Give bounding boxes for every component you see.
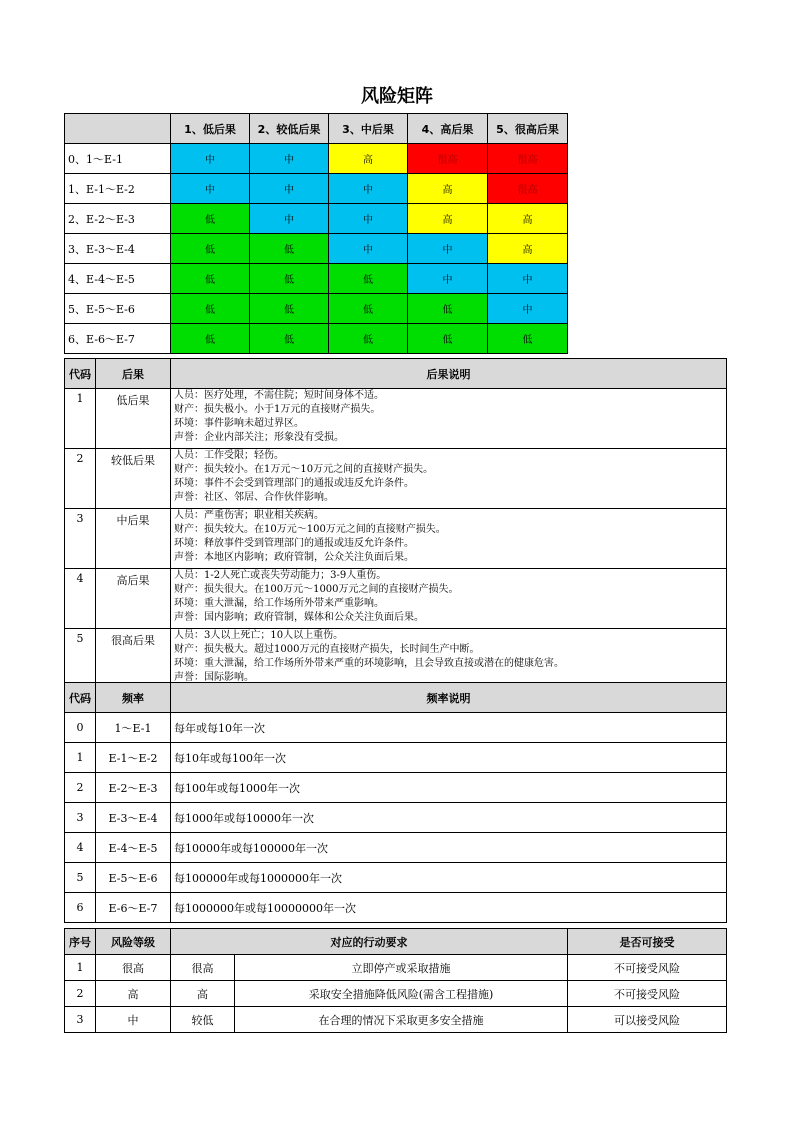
frequency-code: 1 — [65, 743, 96, 773]
frequency-description: 每10000年或每100000年一次 — [171, 833, 727, 863]
matrix-risk-cell: 高 — [408, 204, 488, 234]
matrix-row — [65, 324, 568, 354]
action-risk-level: 很高 — [96, 955, 171, 981]
consequence-description — [171, 629, 727, 689]
frequency-code: 4 — [65, 833, 96, 863]
consequence-row — [65, 509, 727, 569]
matrix-risk-cell: 中 — [250, 174, 329, 204]
consequence-row — [65, 449, 727, 509]
action-requirement: 采取安全措施降低风险(需含工程措施) — [235, 981, 568, 1007]
frequency-description: 每10年或每100年一次 — [171, 743, 727, 773]
action-acceptability: 可以接受风险 — [568, 1007, 727, 1033]
consequence-desc-header: 后果说明 — [171, 359, 727, 389]
matrix-risk-cell: 很高 — [488, 174, 568, 204]
action-row — [65, 981, 727, 1007]
matrix-row — [65, 144, 568, 174]
matrix-risk-cell: 低 — [171, 264, 250, 294]
matrix-row-label: 2、E-2～E-3 — [65, 204, 171, 234]
action-acceptability: 不可接受风险 — [568, 981, 727, 1007]
frequency-code: 5 — [65, 863, 96, 893]
frequency-range: E-4～E-5 — [96, 833, 171, 863]
matrix-corner-cell — [65, 114, 171, 144]
matrix-header-row — [65, 114, 568, 144]
frequency-range: E-3～E-4 — [96, 803, 171, 833]
consequence-description-line: 财产：损失极小。小于1万元的直接财产损失。 — [174, 404, 381, 415]
frequency-freq-header: 频率 — [96, 683, 171, 713]
consequence-description-line: 声誉：社区、邻居、合作伙伴影响。 — [174, 492, 334, 503]
frequency-description: 每年或每10年一次 — [171, 713, 727, 743]
action-risk-level: 中 — [96, 1007, 171, 1033]
frequency-code-header: 代码 — [65, 683, 96, 713]
frequency-range: E-5～E-6 — [96, 863, 171, 893]
matrix-risk-cell: 高 — [329, 144, 408, 174]
consequence-code: 3 — [65, 509, 96, 569]
action-header-row — [65, 929, 727, 955]
action-risk-level-secondary: 高 — [171, 981, 235, 1007]
consequence-description — [171, 389, 727, 449]
action-risk-level-secondary: 较低 — [171, 1007, 235, 1033]
matrix-row-label: 5、E-5～E-6 — [65, 294, 171, 324]
matrix-row — [65, 174, 568, 204]
matrix-risk-cell: 中 — [329, 174, 408, 204]
consequence-code: 1 — [65, 389, 96, 449]
consequence-code: 2 — [65, 449, 96, 509]
matrix-risk-cell: 中 — [408, 234, 488, 264]
action-seq: 2 — [65, 981, 96, 1007]
page-title: 风险矩阵 — [361, 86, 433, 107]
consequence-description — [171, 449, 727, 509]
matrix-risk-cell: 低 — [329, 324, 408, 354]
matrix-col-header: 4、高后果 — [408, 114, 488, 144]
consequence-table — [64, 358, 727, 689]
matrix-risk-cell: 中 — [488, 264, 568, 294]
consequence-description-line: 环境：释放事件受到管理部门的通报或违反允许条件。 — [174, 538, 414, 549]
matrix-row-label: 0、1～E-1 — [65, 144, 171, 174]
consequence-row — [65, 629, 727, 689]
matrix-risk-cell: 低 — [171, 204, 250, 234]
consequence-description-line: 人员：工作受限；轻伤。 — [174, 450, 284, 461]
frequency-code: 2 — [65, 773, 96, 803]
frequency-row — [65, 713, 727, 743]
matrix-row-label: 1、E-1～E-2 — [65, 174, 171, 204]
frequency-row — [65, 893, 727, 923]
consequence-code: 4 — [65, 569, 96, 629]
consequence-description-line: 声誉：本地区内影响；政府管制，公众关注负面后果。 — [174, 552, 414, 563]
action-requirement-header: 对应的行动要求 — [171, 929, 568, 955]
frequency-range: E-2～E-3 — [96, 773, 171, 803]
matrix-risk-cell: 低 — [250, 234, 329, 264]
matrix-col-header: 2、较低后果 — [250, 114, 329, 144]
matrix-risk-cell: 中 — [329, 234, 408, 264]
frequency-header-row — [65, 683, 727, 713]
frequency-range: 1～E-1 — [96, 713, 171, 743]
frequency-description: 每1000年或每10000年一次 — [171, 803, 727, 833]
matrix-row-label: 3、E-3～E-4 — [65, 234, 171, 264]
matrix-risk-cell: 低 — [408, 294, 488, 324]
consequence-description-line: 环境：重大泄漏，给工作场所外带来严重影响。 — [174, 598, 384, 609]
frequency-table — [64, 682, 727, 923]
action-requirement: 在合理的情况下采取更多安全措施 — [235, 1007, 568, 1033]
matrix-risk-cell: 低 — [171, 234, 250, 264]
matrix-risk-cell: 低 — [408, 324, 488, 354]
action-seq-header: 序号 — [65, 929, 96, 955]
action-requirement: 立即停产或采取措施 — [235, 955, 568, 981]
action-row — [65, 1007, 727, 1033]
consequence-name: 高后果 — [96, 569, 171, 629]
frequency-description: 每1000000年或每10000000年一次 — [171, 893, 727, 923]
matrix-risk-cell: 中 — [488, 294, 568, 324]
matrix-risk-cell: 中 — [250, 144, 329, 174]
matrix-risk-cell: 低 — [171, 324, 250, 354]
matrix-risk-cell: 低 — [329, 264, 408, 294]
consequence-description-line: 声誉：国内影响；政府管制，媒体和公众关注负面后果。 — [174, 612, 424, 623]
matrix-risk-cell: 低 — [488, 324, 568, 354]
matrix-row — [65, 234, 568, 264]
matrix-row — [65, 294, 568, 324]
consequence-description-line: 财产：损失很大。在100万元～1000万元之间的直接财产损失。 — [174, 584, 459, 595]
frequency-range: E-1～E-2 — [96, 743, 171, 773]
frequency-code: 3 — [65, 803, 96, 833]
risk-matrix-table — [64, 113, 568, 354]
frequency-row — [65, 743, 727, 773]
consequence-code-header: 代码 — [65, 359, 96, 389]
consequence-description-line: 声誉：国际影响。 — [174, 672, 254, 683]
consequence-description-line: 环境：事件不会受到管理部门的通报或违反允许条件。 — [174, 478, 414, 489]
matrix-risk-cell: 低 — [171, 294, 250, 324]
action-table — [64, 928, 727, 1033]
consequence-description — [171, 509, 727, 569]
frequency-range: E-6～E-7 — [96, 893, 171, 923]
consequence-description-line: 人员：医疗处理，不需住院；短时间身体不适。 — [174, 390, 384, 401]
action-risk-level-secondary: 很高 — [171, 955, 235, 981]
action-seq: 3 — [65, 1007, 96, 1033]
frequency-row — [65, 833, 727, 863]
matrix-risk-cell: 中 — [408, 264, 488, 294]
matrix-col-header: 3、中后果 — [329, 114, 408, 144]
matrix-risk-cell: 很高 — [488, 144, 568, 174]
frequency-row — [65, 773, 727, 803]
consequence-code: 5 — [65, 629, 96, 689]
frequency-description: 每100000年或每1000000年一次 — [171, 863, 727, 893]
consequence-name: 较低后果 — [96, 449, 171, 509]
matrix-risk-cell: 低 — [250, 324, 329, 354]
matrix-risk-cell: 中 — [171, 174, 250, 204]
matrix-risk-cell: 中 — [329, 204, 408, 234]
consequence-name-header: 后果 — [96, 359, 171, 389]
consequence-description-line: 环境：事件影响未超过界区。 — [174, 418, 304, 429]
matrix-risk-cell: 低 — [329, 294, 408, 324]
action-accept-header: 是否可接受 — [568, 929, 727, 955]
consequence-description-line: 财产：损失极大。超过1000万元的直接财产损失，长时间生产中断。 — [174, 644, 480, 655]
consequence-name: 很高后果 — [96, 629, 171, 689]
consequence-description — [171, 569, 727, 629]
frequency-code: 0 — [65, 713, 96, 743]
consequence-name: 低后果 — [96, 389, 171, 449]
consequence-row — [65, 389, 727, 449]
consequence-description-line: 人员：1-2人死亡或丧失劳动能力；3-9人重伤。 — [174, 570, 387, 581]
matrix-risk-cell: 很高 — [408, 144, 488, 174]
matrix-row — [65, 204, 568, 234]
action-row — [65, 955, 727, 981]
action-level-header: 风险等级 — [96, 929, 171, 955]
matrix-row-label: 4、E-4～E-5 — [65, 264, 171, 294]
matrix-risk-cell: 中 — [250, 204, 329, 234]
frequency-row — [65, 803, 727, 833]
matrix-col-header: 5、很高后果 — [488, 114, 568, 144]
matrix-row-label: 6、E-6～E-7 — [65, 324, 171, 354]
frequency-description: 每100年或每1000年一次 — [171, 773, 727, 803]
matrix-col-header: 1、低后果 — [171, 114, 250, 144]
consequence-description-line: 财产：损失较大。在10万元～100万元之间的直接财产损失。 — [174, 524, 446, 535]
action-risk-level: 高 — [96, 981, 171, 1007]
matrix-row — [65, 264, 568, 294]
consequence-description-line: 声誉：企业内部关注；形象没有受损。 — [174, 432, 344, 443]
matrix-risk-cell: 低 — [250, 294, 329, 324]
consequence-header-row — [65, 359, 727, 389]
matrix-risk-cell: 高 — [408, 174, 488, 204]
matrix-risk-cell: 低 — [250, 264, 329, 294]
action-acceptability: 不可接受风险 — [568, 955, 727, 981]
matrix-risk-cell: 高 — [488, 234, 568, 264]
consequence-name: 中后果 — [96, 509, 171, 569]
frequency-code: 6 — [65, 893, 96, 923]
consequence-description-line: 财产：损失较小。在1万元～10万元之间的直接财产损失。 — [174, 464, 434, 475]
consequence-description-line: 环境：重大泄漏，给工作场所外带来严重的环境影响，且会导致直接或潜在的健康危害。 — [174, 658, 564, 669]
consequence-description-line: 人员：3人以上死亡；10人以上重伤。 — [174, 630, 344, 641]
matrix-risk-cell: 中 — [171, 144, 250, 174]
action-seq: 1 — [65, 955, 96, 981]
frequency-row — [65, 863, 727, 893]
frequency-desc-header: 频率说明 — [171, 683, 727, 713]
consequence-row — [65, 569, 727, 629]
consequence-description-line: 人员：严重伤害；职业相关疾病。 — [174, 510, 324, 521]
matrix-risk-cell: 高 — [488, 204, 568, 234]
